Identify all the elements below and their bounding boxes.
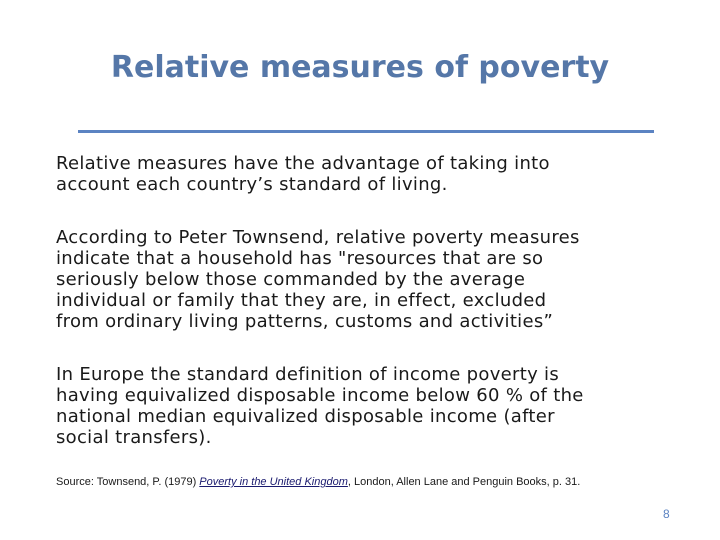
source-prefix: Source: Townsend, P. (1979) <box>56 476 200 488</box>
slide-title: Relative measures of poverty <box>110 50 610 85</box>
paragraph-europe-definition: In Europe the standard definition of income poverty is having equivalized disposable income below 60 % of the national median equivalized disposable income (after social transfers). <box>56 364 584 448</box>
page-number: 8 <box>663 507 670 521</box>
paragraph-townsend-definition: According to Peter Townsend, relative poverty measures indicate that a household has "resources that are so seriously below those commanded by the average individual or family that they are, in effect, excluded from ordinary living patterns, customs and activities” <box>56 227 580 332</box>
source-citation <box>56 476 696 488</box>
source-book-link[interactable]: Poverty in the United Kingdom <box>199 476 348 488</box>
paragraph-relative-measures: Relative measures have the advantage of taking into account each country’s standard of living. <box>56 153 550 195</box>
title-underline-divider <box>78 130 654 133</box>
source-suffix: , London, Allen Lane and Penguin Books, p. 31. <box>347 476 581 488</box>
